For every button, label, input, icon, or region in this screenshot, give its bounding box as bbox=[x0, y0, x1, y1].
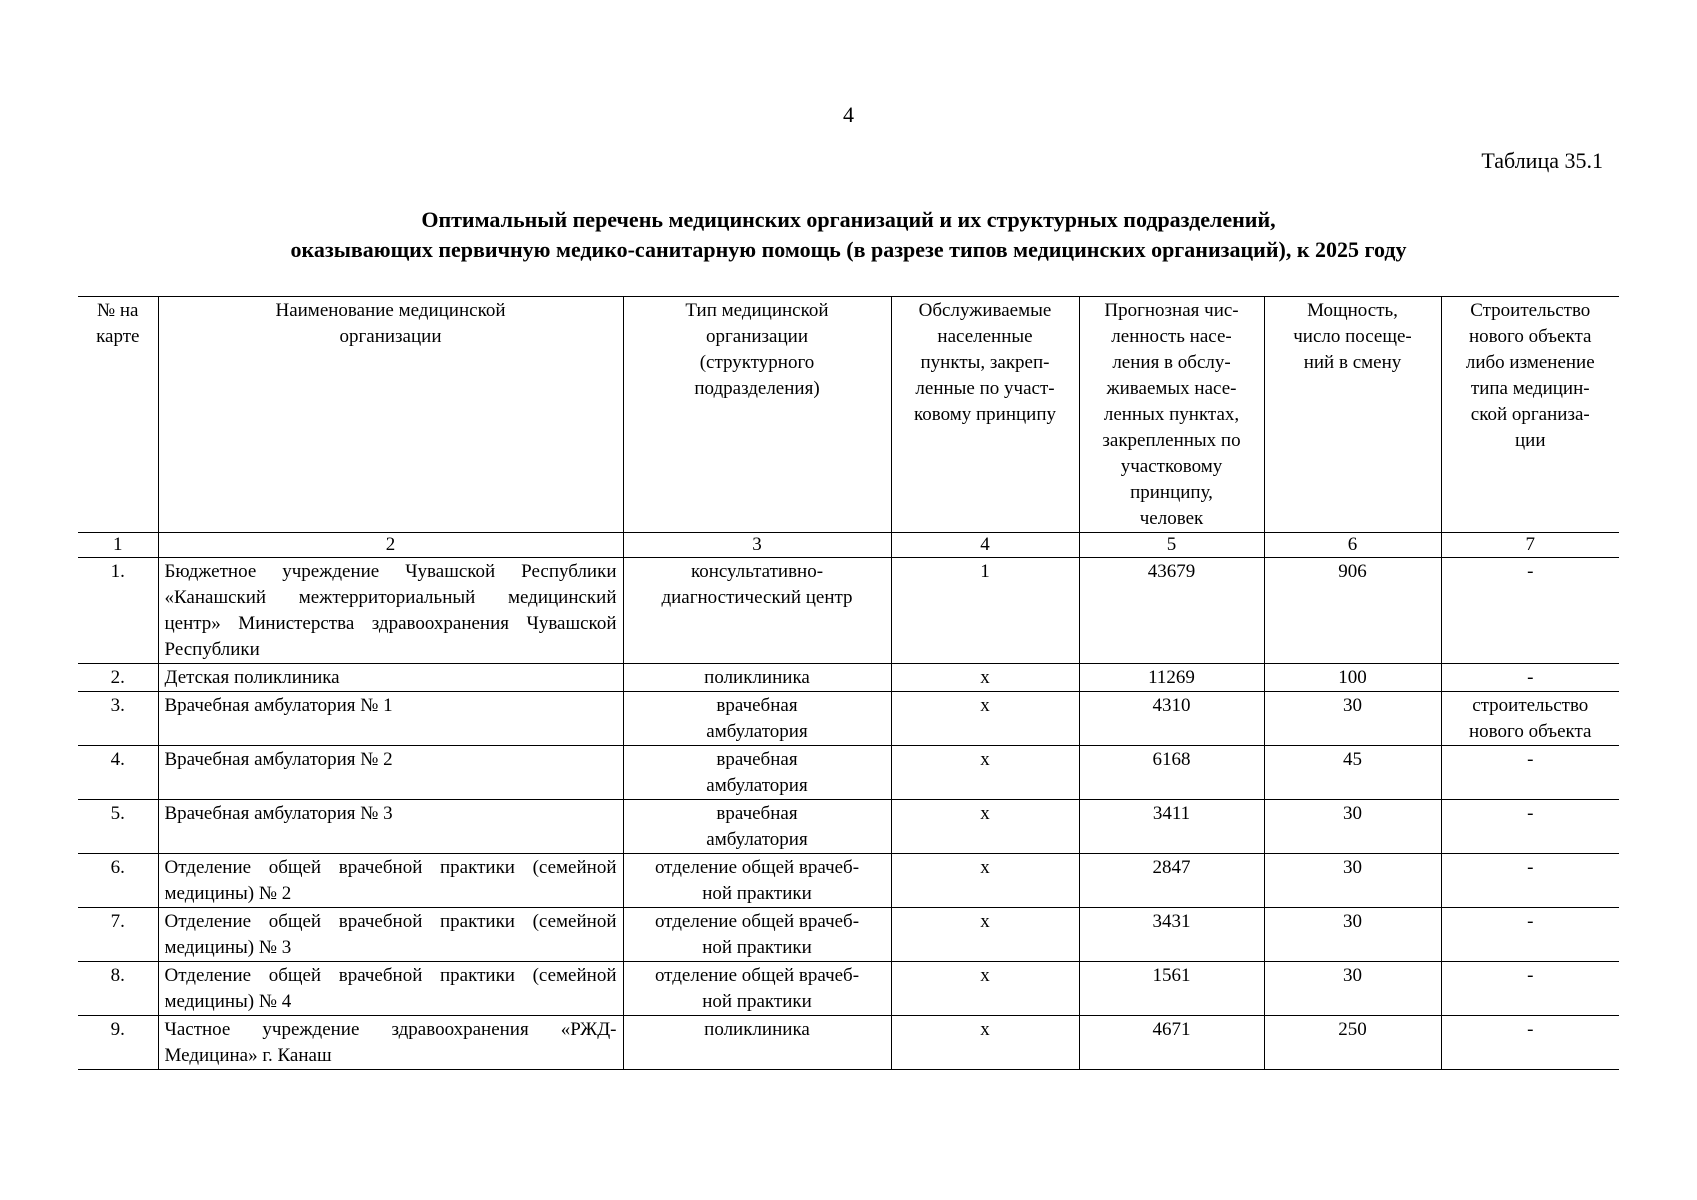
settlements: х bbox=[891, 692, 1079, 746]
population: 43679 bbox=[1079, 558, 1264, 664]
row-number: 9. bbox=[78, 1016, 158, 1070]
population: 3431 bbox=[1079, 908, 1264, 962]
capacity: 30 bbox=[1264, 692, 1441, 746]
population: 2847 bbox=[1079, 854, 1264, 908]
document-title-line-2: оказывающих первичную медико-санитарную помощь (в разрезе типов медицинских организаций), к 2025 году bbox=[290, 237, 1407, 262]
row-number: 8. bbox=[78, 962, 158, 1016]
page-number: 4 bbox=[843, 102, 854, 127]
table-row bbox=[78, 558, 1619, 664]
header-capacity-text: Мощность, число посеще- ний в смену bbox=[1293, 300, 1412, 373]
capacity: 30 bbox=[1264, 962, 1441, 1016]
row-number: 2. bbox=[78, 664, 158, 692]
organization-type: отделение общей врачеб- ной практики bbox=[623, 854, 891, 908]
settlements: х bbox=[891, 800, 1079, 854]
column-number: 4 bbox=[891, 533, 1079, 558]
header-population-text: Прогнозная чис- ленность насе- ления в обслу- живаемых насе- ленных пунктах, закрепленных по участковому принципу, человек bbox=[1102, 300, 1241, 529]
population: 4671 bbox=[1079, 1016, 1264, 1070]
table-header-row bbox=[78, 297, 1619, 533]
column-number: 5 bbox=[1079, 533, 1264, 558]
header-settlements-text: Обслуживаемые населенные пункты, закреп- ленные по участ- ковому принципу bbox=[913, 300, 1057, 425]
table-row bbox=[78, 664, 1619, 692]
header-map-number-text: № на карте bbox=[96, 300, 140, 347]
capacity: 30 bbox=[1264, 854, 1441, 908]
table-row bbox=[78, 962, 1619, 1016]
organization-name: Отделение общей врачебной практики (семейной медицины) № 3 bbox=[158, 908, 623, 962]
population: 6168 bbox=[1079, 746, 1264, 800]
header-organization-type bbox=[623, 297, 891, 533]
organization-name: Врачебная амбулатория № 3 bbox=[158, 800, 623, 854]
capacity: 30 bbox=[1264, 908, 1441, 962]
organization-name: Отделение общей врачебной практики (семейной медицины) № 4 bbox=[158, 962, 623, 1016]
population: 1561 bbox=[1079, 962, 1264, 1016]
column-number: 1 bbox=[78, 533, 158, 558]
settlements: х bbox=[891, 1016, 1079, 1070]
capacity: 45 bbox=[1264, 746, 1441, 800]
construction: - bbox=[1441, 962, 1619, 1016]
organization-name: Бюджетное учреждение Чувашской Республики «Канашский межтерриториальный медицинский центр» Министерства здравоохранения Чувашской Республики bbox=[158, 558, 623, 664]
header-organization-name bbox=[158, 297, 623, 533]
settlements: 1 bbox=[891, 558, 1079, 664]
row-number: 5. bbox=[78, 800, 158, 854]
row-number: 6. bbox=[78, 854, 158, 908]
construction: - bbox=[1441, 664, 1619, 692]
capacity: 100 bbox=[1264, 664, 1441, 692]
construction: - bbox=[1441, 854, 1619, 908]
organization-type: поликлиника bbox=[623, 1016, 891, 1070]
column-number: 7 bbox=[1441, 533, 1619, 558]
row-number: 7. bbox=[78, 908, 158, 962]
organization-name: Врачебная амбулатория № 1 bbox=[158, 692, 623, 746]
settlements: х bbox=[891, 908, 1079, 962]
table-row bbox=[78, 692, 1619, 746]
header-construction bbox=[1441, 297, 1619, 533]
settlements: х bbox=[891, 962, 1079, 1016]
organization-type: консультативно- диагностический центр bbox=[623, 558, 891, 664]
header-population bbox=[1079, 297, 1264, 533]
table-row bbox=[78, 800, 1619, 854]
header-settlements bbox=[891, 297, 1079, 533]
table-row bbox=[78, 746, 1619, 800]
column-number: 2 bbox=[158, 533, 623, 558]
header-capacity bbox=[1264, 297, 1441, 533]
capacity: 906 bbox=[1264, 558, 1441, 664]
construction: - bbox=[1441, 558, 1619, 664]
column-number: 3 bbox=[623, 533, 891, 558]
organization-name: Детская поликлиника bbox=[158, 664, 623, 692]
organization-name: Отделение общей врачебной практики (семейной медицины) № 2 bbox=[158, 854, 623, 908]
capacity: 30 bbox=[1264, 800, 1441, 854]
capacity: 250 bbox=[1264, 1016, 1441, 1070]
row-number: 1. bbox=[78, 558, 158, 664]
organization-name: Частное учреждение здравоохранения «РЖД-Медицина» г. Канаш bbox=[158, 1016, 623, 1070]
organization-type: врачебная амбулатория bbox=[623, 692, 891, 746]
population: 3411 bbox=[1079, 800, 1264, 854]
population: 4310 bbox=[1079, 692, 1264, 746]
table-label: Таблица 35.1 bbox=[1481, 148, 1603, 173]
row-number: 4. bbox=[78, 746, 158, 800]
organization-type: отделение общей врачеб- ной практики bbox=[623, 908, 891, 962]
organization-type: врачебная амбулатория bbox=[623, 800, 891, 854]
settlements: х bbox=[891, 854, 1079, 908]
table-row bbox=[78, 854, 1619, 908]
row-number: 3. bbox=[78, 692, 158, 746]
settlements: х bbox=[891, 664, 1079, 692]
organization-name: Врачебная амбулатория № 2 bbox=[158, 746, 623, 800]
settlements: х bbox=[891, 746, 1079, 800]
header-organization-name-text: Наименование медицинской организации bbox=[275, 300, 506, 347]
table-row bbox=[78, 908, 1619, 962]
header-construction-text: Строительство нового объекта либо изменение типа медицин- ской организа- ции bbox=[1465, 300, 1595, 451]
construction: - bbox=[1441, 746, 1619, 800]
construction: - bbox=[1441, 1016, 1619, 1070]
header-map-number bbox=[78, 297, 158, 533]
document-title-line-1: Оптимальный перечень медицинских организаций и их структурных подразделений, bbox=[421, 207, 1276, 232]
population: 11269 bbox=[1079, 664, 1264, 692]
medical-organizations-table bbox=[78, 296, 1619, 1070]
construction: строительство нового объекта bbox=[1441, 692, 1619, 746]
construction: - bbox=[1441, 908, 1619, 962]
construction: - bbox=[1441, 800, 1619, 854]
column-number-row bbox=[78, 533, 1619, 558]
column-number: 6 bbox=[1264, 533, 1441, 558]
organization-type: отделение общей врачеб- ной практики bbox=[623, 962, 891, 1016]
organization-type: поликлиника bbox=[623, 664, 891, 692]
document-title bbox=[78, 205, 1619, 265]
organization-type: врачебная амбулатория bbox=[623, 746, 891, 800]
table-row bbox=[78, 1016, 1619, 1070]
header-organization-type-text: Тип медицинской организации (структурного подразделения) bbox=[685, 300, 829, 399]
